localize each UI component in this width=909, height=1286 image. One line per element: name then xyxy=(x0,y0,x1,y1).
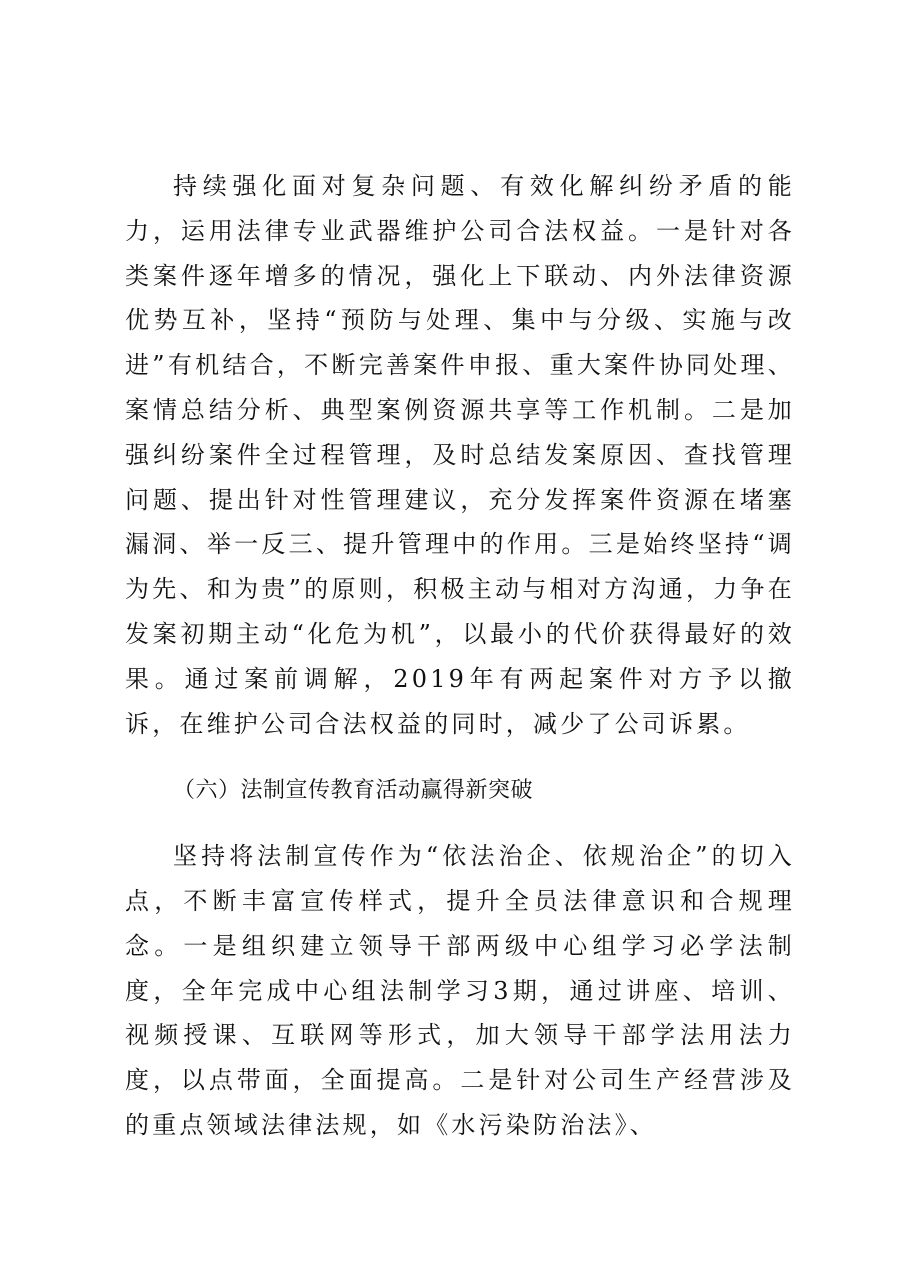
paragraph-legal-education: 坚持将法制宣传作为“依法治企、依规治企”的切入点，不断丰富宣传样式，提升全员法律意识和合规理念。一是组织建立领导干部两级中心组学习必学法制度，全年完成中心组法制学习3期，通过讲座、培训、视频授课、互联网等形式，加大领导干部学法用法力度，以点带面，全面提高。二是针对公司生产经营涉及的重点领域法律法规，如《水污染防治法》、 xyxy=(125,842,795,1139)
document-body xyxy=(125,164,795,1148)
spacer xyxy=(125,814,795,834)
paragraph-dispute-resolution: 持续强化面对复杂问题、有效化解纠纷矛盾的能力，运用法律专业武器维护公司合法权益。一是针对各类案件逐年增多的情况，强化上下联动、内外法律资源优势互补，坚持“预防与处理、集中与分级、实施与改进”有机结合，不断完善案件申报、重大案件协同处理、案情总结分析、典型案例资源共享等工作机制。二是加强纠纷案件全过程管理，及时总结发案原因、查找管理问题、提出针对性管理建议，充分发挥案件资源在堵塞漏洞、举一反三、提升管理中的作用。三是始终坚持“调为先、和为贵”的原则，积极主动与相对方沟通，力争在发案初期主动“化危为机”，以最小的代价获得最好的效果。通过案前调解，2019年有两起案件对方予以撤诉，在维护公司合法权益的同时，减少了公司诉累。 xyxy=(125,172,795,738)
section-heading: （六）法制宣传教育活动赢得新突破 xyxy=(173,778,534,804)
spacer xyxy=(125,746,795,769)
